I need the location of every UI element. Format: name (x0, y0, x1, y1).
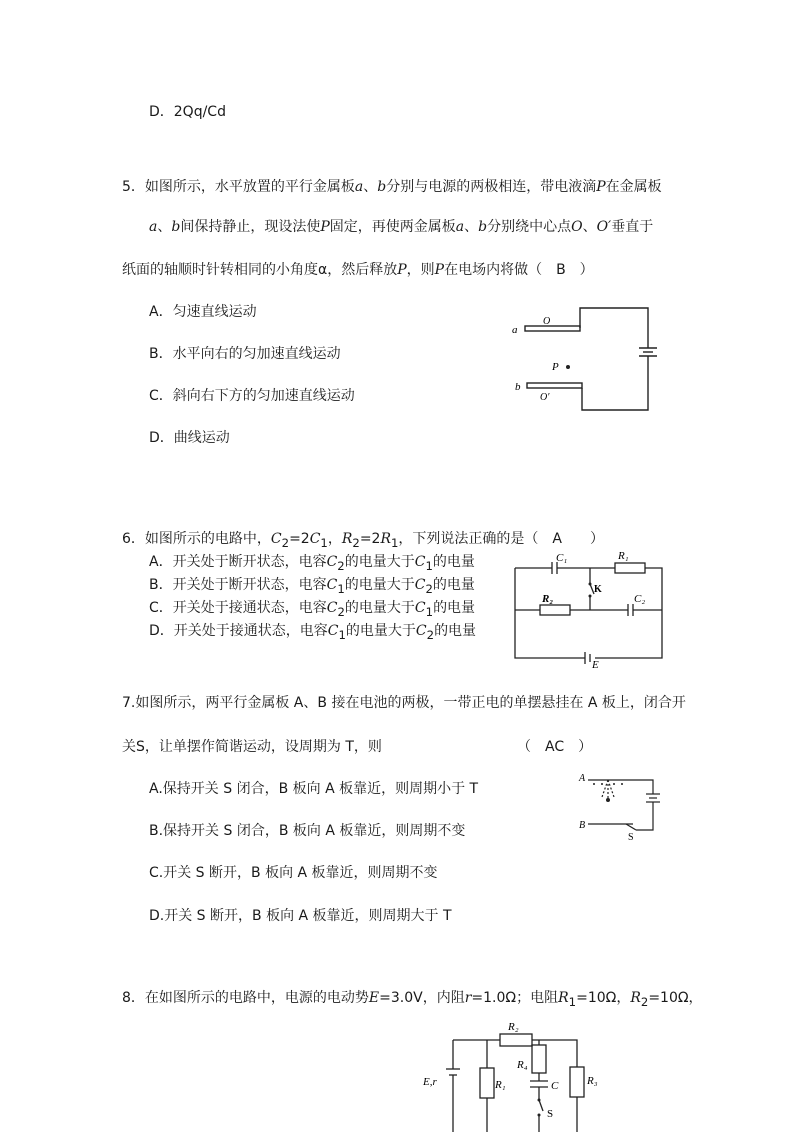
label-a: a (512, 324, 518, 336)
wire-top (580, 308, 648, 348)
label-r4: R₄ (517, 1059, 528, 1071)
label-k: K (594, 584, 602, 595)
q7-option-b: B.保持开关 S 闭合，B 板向 A 板靠近，则周期不变 (149, 823, 466, 839)
r1-body (615, 563, 645, 573)
switch-s-blade (539, 1100, 543, 1111)
r4-body (532, 1045, 546, 1073)
label-c2: C₂ (634, 593, 646, 605)
q5-option-b: B．水平向右的匀加速直线运动 (149, 346, 341, 362)
q7-option-d: D.开关 S 断开，B 板向 A 板靠近，则周期大于 T (149, 908, 452, 924)
label-c1: C₁ (556, 552, 568, 564)
pendulum-bob (606, 798, 610, 802)
q8-stem: 8．在如图所示的电路中，电源的电动势E=3.0V，内阻r=1.0Ω；电阻$R_1=10\Omega$，$R_2=10\Omega$， (122, 990, 703, 1009)
label-e-r: E,r (423, 1076, 437, 1088)
q6-figure-circuit (510, 548, 670, 671)
q7-stem-line-2: 关S，让单摆作简谐运动，设周期为 T，则 (122, 739, 382, 755)
r2-body (540, 605, 570, 615)
plate-b (527, 383, 582, 388)
q6-option-c: C．开关处于接通状态，电容$C_2$的电量大于$C_1$的电量 (149, 600, 476, 619)
r1-body (480, 1068, 494, 1098)
q7-option-a: A.保持开关 S 闭合，B 板向 A 板靠近，则周期小于 T (149, 781, 479, 797)
q5-stem-line-3: 纸面的轴顺时针转相同的小角度α，然后释放P，则P在电场内将做（ B ） (122, 262, 594, 278)
label-s: S (628, 832, 634, 843)
label-p: P (552, 361, 559, 373)
label-b: b (515, 381, 521, 393)
label-o: O (543, 316, 551, 327)
q6-option-d: D．开关处于接通状态，电容$C_1$的电量大于$C_2$的电量 (149, 623, 477, 642)
label-e: E (592, 659, 599, 671)
q6-option-a: A．开关处于断开状态，电容$C_2$的电量大于$C_1$的电量 (149, 554, 475, 573)
label-s: S (547, 1108, 554, 1120)
q6-option-b: B．开关处于断开状态，电容$C_1$的电量大于$C_2$的电量 (149, 577, 475, 596)
q5-option-c: C．斜向右下方的匀加速直线运动 (149, 388, 355, 404)
label-r3: R₃ (587, 1075, 598, 1087)
label-r1: R₁ (495, 1079, 506, 1091)
label-r2: R₂ (508, 1021, 519, 1033)
label-o-prime: O′ (540, 392, 550, 403)
q5-stem-line-2: a、b间保持静止，现设法使P固定，再使两金属板a、b分别绕中心点O、O′垂直于 (149, 219, 654, 235)
label-c: C (551, 1080, 559, 1092)
q4-option-d: D．2Qq/Cd (149, 104, 226, 120)
q7-figure-pendulum (578, 770, 663, 843)
wire-bottom (582, 356, 648, 410)
left-wire (515, 568, 585, 658)
label-b: B (579, 820, 586, 831)
droplet-p (566, 365, 570, 369)
q5-stem-line-1: 5．如图所示，水平放置的平行金属板a、b分别与电源的两极相连，带电液滴P在金属板 (122, 179, 662, 195)
r3-body (570, 1067, 584, 1097)
q6-stem: 6．如图所示的电路中，$C_2=2C_1$，$R_2=2R_1$，下列说法正确的是（ A ） (122, 531, 604, 550)
q5-option-d: D．曲线运动 (149, 430, 230, 446)
label-r1: R₁ (618, 550, 629, 562)
q5-figure-parallel-plates (505, 300, 665, 420)
bottom-wire (595, 613, 662, 658)
plate-a (525, 326, 580, 331)
q7-answer: （ AC ） (517, 739, 593, 755)
label-a: A (579, 773, 586, 784)
r2-body (500, 1034, 532, 1046)
q5-option-a: A．匀速直线运动 (149, 304, 257, 320)
switch-s-blade (626, 824, 636, 830)
q8-figure-circuit (420, 1015, 610, 1132)
label-r2: R₂ (542, 593, 554, 605)
q7-stem-line-1: 7.如图所示，两平行金属板 A、B 接在电池的两极，一带正电的单摆悬挂在 A 板上，闭合开 (122, 695, 686, 711)
q7-option-c: C.开关 S 断开，B 板向 A 板靠近，则周期不变 (149, 865, 438, 881)
